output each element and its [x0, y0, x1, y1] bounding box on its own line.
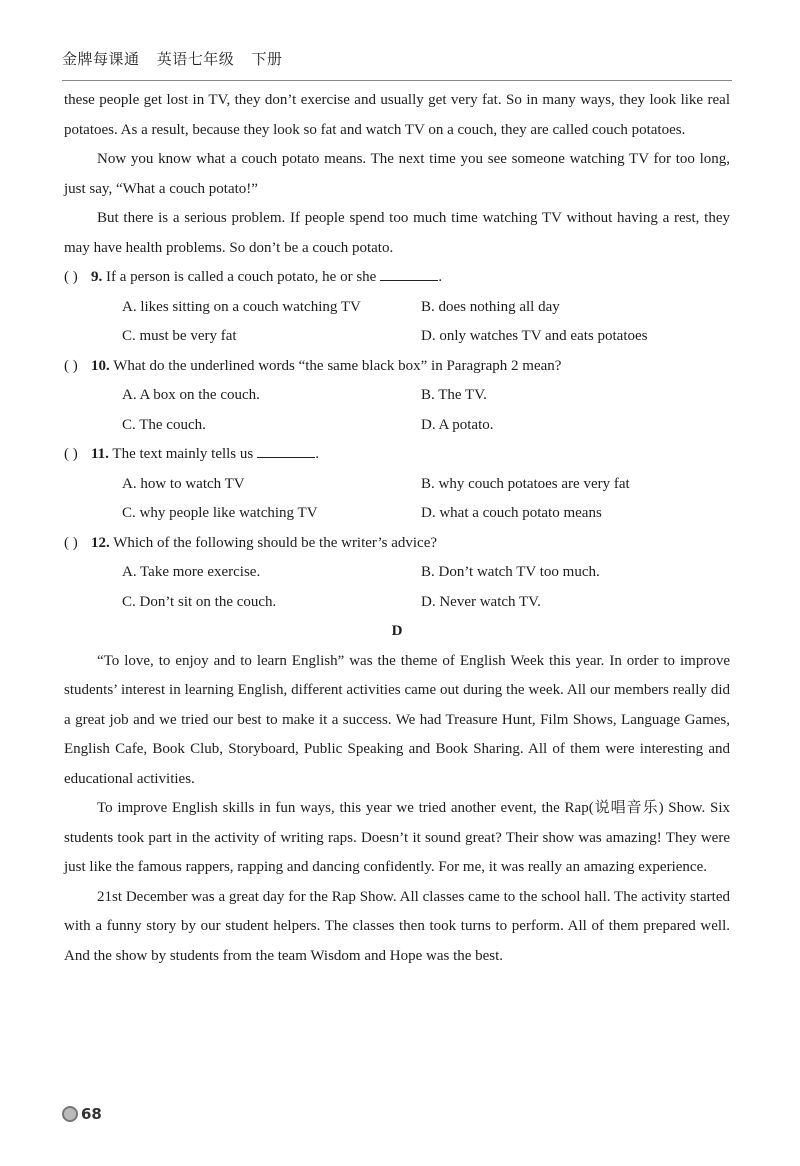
answer-paren[interactable]: ( )	[64, 357, 78, 374]
page-footer	[62, 1105, 102, 1123]
question-number: 10.	[91, 357, 110, 374]
question-12	[64, 529, 730, 559]
options-row	[64, 381, 730, 411]
passage-c-paragraph-1: these people get lost in TV, they don’t exercise and usually get very fat. So in many ways, they look like real potatoes. As a result, because they look so fat and watch TV on a couch, they are called couch potatoes.	[64, 92, 730, 138]
option-b: B. does nothing all day	[421, 298, 560, 315]
answer-paren[interactable]: ( )	[64, 534, 78, 551]
option-d: D. only watches TV and eats potatoes	[421, 328, 648, 344]
answer-paren[interactable]: ( )	[64, 446, 78, 462]
option-c: C. Don’t sit on the couch.	[122, 593, 277, 610]
answer-blank[interactable]	[257, 443, 315, 458]
option-b: B. Don’t watch TV too much.	[421, 564, 600, 580]
question-9	[64, 263, 730, 293]
options-row	[64, 411, 730, 441]
page-number: 68	[81, 1105, 102, 1123]
option-a: A. Take more exercise.	[122, 564, 261, 580]
page-content	[64, 86, 730, 971]
question-stem: Which of the following should be the writer’s advice?	[113, 534, 438, 551]
question-tail: .	[315, 446, 319, 462]
question-stem: The text mainly tells us	[112, 446, 254, 462]
option-d: D. A potato.	[421, 416, 494, 433]
option-a: A. how to watch TV	[122, 475, 245, 492]
options-row	[64, 470, 730, 500]
page-badge-icon	[62, 1106, 78, 1122]
passage-d-paragraph-3: 21st December was a great day for the Rap Show. All classes came to the school hall. The activity started with a funny story by our student helpers. The classes then took turns to perform. All of them prepared well. And the show by students from the team Wisdom and Hope was the best.	[64, 888, 730, 964]
option-b: B. The TV.	[421, 387, 487, 403]
options-row	[64, 558, 730, 588]
section-heading: D	[391, 623, 403, 639]
question-stem: What do the underlined words “the same black box” in Paragraph 2 mean?	[113, 357, 562, 374]
option-b: B. why couch potatoes are very fat	[421, 475, 630, 492]
options-row	[64, 293, 730, 323]
option-a: A. A box on the couch.	[122, 387, 260, 403]
question-number: 9.	[91, 269, 103, 285]
option-d: D. what a couch potato means	[421, 505, 602, 521]
question-10	[64, 352, 730, 382]
header-divider	[62, 80, 732, 81]
passage-c-paragraph-2: Now you know what a couch potato means. The next time you see someone watching TV for too long, just say, “What a couch potato!”	[64, 151, 730, 197]
page-header: 金牌每课通 英语七年级 下册	[62, 50, 283, 68]
options-row	[64, 499, 730, 529]
question-number: 11.	[91, 446, 109, 462]
option-c: C. must be very fat	[122, 328, 237, 344]
options-row	[64, 588, 730, 618]
option-a: A. likes sitting on a couch watching TV	[122, 298, 361, 315]
question-11	[64, 440, 730, 470]
passage-d-paragraph-2: To improve English skills in fun ways, this year we tried another event, the Rap(说唱音乐) Show. Six students took part in the activity of writing raps. Doesn’t it sound great? Their show was amazing! They were just like the famous rappers, rapping and dancing confidently. For me, it was really an amazing experience.	[64, 800, 730, 875]
option-c: C. The couch.	[122, 416, 206, 433]
answer-paren[interactable]: ( )	[64, 269, 78, 285]
passage-c-paragraph-3: But there is a serious problem. If people spend too much time watching TV without having a rest, they may have health problems. So don’t be a couch potato.	[64, 210, 730, 256]
option-d: D. Never watch TV.	[421, 593, 541, 610]
question-number: 12.	[91, 534, 110, 551]
options-row	[64, 322, 730, 352]
question-stem: If a person is called a couch potato, he or she	[106, 269, 377, 285]
question-tail: .	[438, 269, 443, 285]
answer-blank[interactable]	[380, 266, 438, 281]
passage-d-paragraph-1: “To love, to enjoy and to learn English” was the theme of English Week this year. In order to improve students’ interest in learning English, different activities came out during the week. All our members really did a great job and we tried our best to make it a success. We had Treasure Hunt, Film Shows, Language Games, English Cafe, Book Club, Storyboard, Public Speaking and Book Sharing. All of them were interesting and educational activities.	[64, 652, 730, 787]
option-c: C. why people like watching TV	[122, 505, 318, 521]
